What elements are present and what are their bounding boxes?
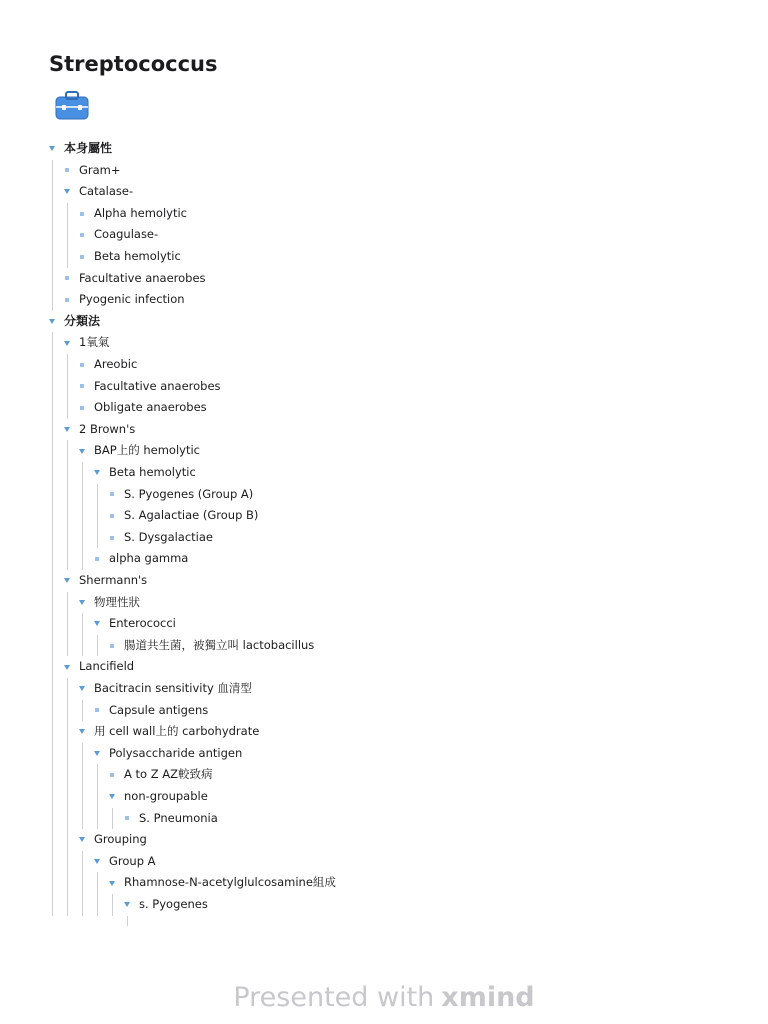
topic-label: s. Pyogenes: [139, 897, 208, 911]
outline-connector-line: [52, 160, 53, 311]
outline-connector-line: [112, 894, 113, 916]
topic-label: Obligate anaerobes: [94, 400, 207, 415]
outline-connector-line: [67, 592, 68, 657]
topic-label: Catalase-: [79, 184, 134, 199]
topic-label: Group A: [109, 853, 156, 868]
collapse-triangle-icon[interactable]: [77, 678, 87, 700]
outline-connector-line: [82, 743, 83, 829]
collapse-triangle-icon[interactable]: [62, 181, 72, 203]
outline-connector-line: [67, 678, 68, 916]
toolbox-icon: [53, 89, 91, 123]
topic-label: Rhamnose-N-acetylglulcosamine組成: [124, 875, 336, 890]
collapse-triangle-icon[interactable]: [77, 592, 87, 614]
outline-connector-line: [82, 462, 83, 570]
topic-label: 2 Brown's: [79, 421, 136, 436]
bullet-square-icon: [77, 224, 87, 246]
topic-label: A to Z AZ較致病: [124, 767, 213, 782]
topic-label: Capsule antigens: [109, 702, 209, 717]
outline-connector-line: [112, 808, 113, 830]
bullet-square-icon: [92, 548, 102, 570]
collapse-triangle-icon[interactable]: [62, 419, 72, 441]
outline-connector-line: [67, 203, 68, 268]
bullet-square-icon: [77, 203, 87, 225]
collapse-triangle-icon[interactable]: [77, 829, 87, 851]
topic-label: Beta hemolytic: [94, 249, 181, 263]
topic-label: Facultative anaerobes: [94, 378, 221, 393]
collapse-triangle-icon[interactable]: [92, 743, 102, 765]
topic-label: Lancifield: [79, 659, 135, 674]
xmind-brand: xmind: [441, 982, 535, 1013]
topic-label: Pyogenic infection: [79, 292, 185, 307]
outline-connector-line: [97, 872, 98, 915]
collapse-triangle-icon[interactable]: [62, 332, 72, 354]
collapse-triangle-icon[interactable]: [107, 872, 117, 894]
bullet-square-icon: [107, 484, 117, 506]
topic-label: Beta hemolytic: [109, 465, 196, 479]
topic-label: S. Pyogenes (Group A): [124, 486, 254, 501]
presented-with-footer: [0, 980, 768, 1016]
topic-label: Polysaccharide antigen: [109, 745, 243, 760]
topic-label: alpha gamma: [109, 551, 189, 566]
bullet-square-icon: [62, 268, 72, 290]
topic-label: Bacitracin sensitivity 血清型: [94, 681, 252, 695]
outline-connector-line: [82, 851, 83, 916]
bullet-square-icon: [92, 700, 102, 722]
page-title: Streptococcus: [49, 52, 218, 76]
topic-label: Gram+: [79, 162, 121, 177]
bullet-square-icon: [77, 246, 87, 268]
topic-label: non-groupable: [124, 789, 208, 803]
topic-label: Shermann's: [79, 573, 148, 587]
bullet-square-icon: [62, 160, 72, 182]
bullet-square-icon: [107, 764, 117, 786]
outline-connector-line: [97, 764, 98, 829]
collapse-triangle-icon[interactable]: [92, 851, 102, 873]
bullet-square-icon: [77, 354, 87, 376]
bullet-square-icon: [77, 376, 87, 398]
outline-connector-line: [97, 484, 98, 549]
outline-connector-line: [67, 440, 68, 570]
topic-label: 物理性狀: [94, 594, 140, 609]
topic-label: 分類法: [64, 313, 101, 328]
outline-connector-line: [82, 613, 83, 656]
topic-label: Facultative anaerobes: [79, 270, 206, 285]
collapse-triangle-icon[interactable]: [47, 311, 57, 333]
footer-prefix: Presented with: [233, 982, 435, 1013]
bullet-square-icon: [107, 527, 117, 549]
collapse-triangle-icon[interactable]: [92, 462, 102, 484]
topic-label: 用 cell wall上的 carbohydrate: [94, 724, 260, 739]
outline-connector-line: [67, 354, 68, 419]
bullet-square-icon: [77, 397, 87, 419]
topic-label: Grouping: [94, 832, 147, 847]
bullet-square-icon: [62, 289, 72, 311]
topic-label: 腸道共生菌，被獨立叫 lactobacillus: [124, 637, 315, 652]
topic-label: S. Pneumonia: [139, 810, 218, 825]
outline-connector-line: [97, 635, 98, 657]
collapse-triangle-icon[interactable]: [62, 570, 72, 592]
topic-label: Coagulase-: [94, 227, 159, 242]
topic-label: 本身屬性: [64, 141, 113, 155]
topic-label: Alpha hemolytic: [94, 205, 187, 220]
bullet-square-icon: [122, 808, 132, 830]
bullet-square-icon: [107, 635, 117, 657]
topic-label: 1氧氣: [79, 335, 110, 350]
topic-label: Areobic: [94, 357, 138, 371]
collapse-triangle-icon[interactable]: [47, 138, 57, 160]
topic-label: Enterococci: [109, 616, 176, 631]
outline-connector-line: [52, 332, 53, 915]
collapse-triangle-icon[interactable]: [77, 721, 87, 743]
collapse-triangle-icon[interactable]: [62, 656, 72, 678]
topic-label: S. Agalactiae (Group B): [124, 508, 259, 523]
outline-tree: [0, 138, 768, 920]
outline-connector-line: [127, 916, 128, 927]
topic-label: S. Dysgalactiae: [124, 529, 214, 544]
collapse-triangle-icon[interactable]: [122, 894, 132, 916]
outline-connector-line: [82, 700, 83, 722]
topic-label: BAP上的 hemolytic: [94, 443, 200, 458]
collapse-triangle-icon[interactable]: [77, 440, 87, 462]
bullet-square-icon: [107, 505, 117, 527]
collapse-triangle-icon[interactable]: [107, 786, 117, 808]
collapse-triangle-icon[interactable]: [92, 613, 102, 635]
